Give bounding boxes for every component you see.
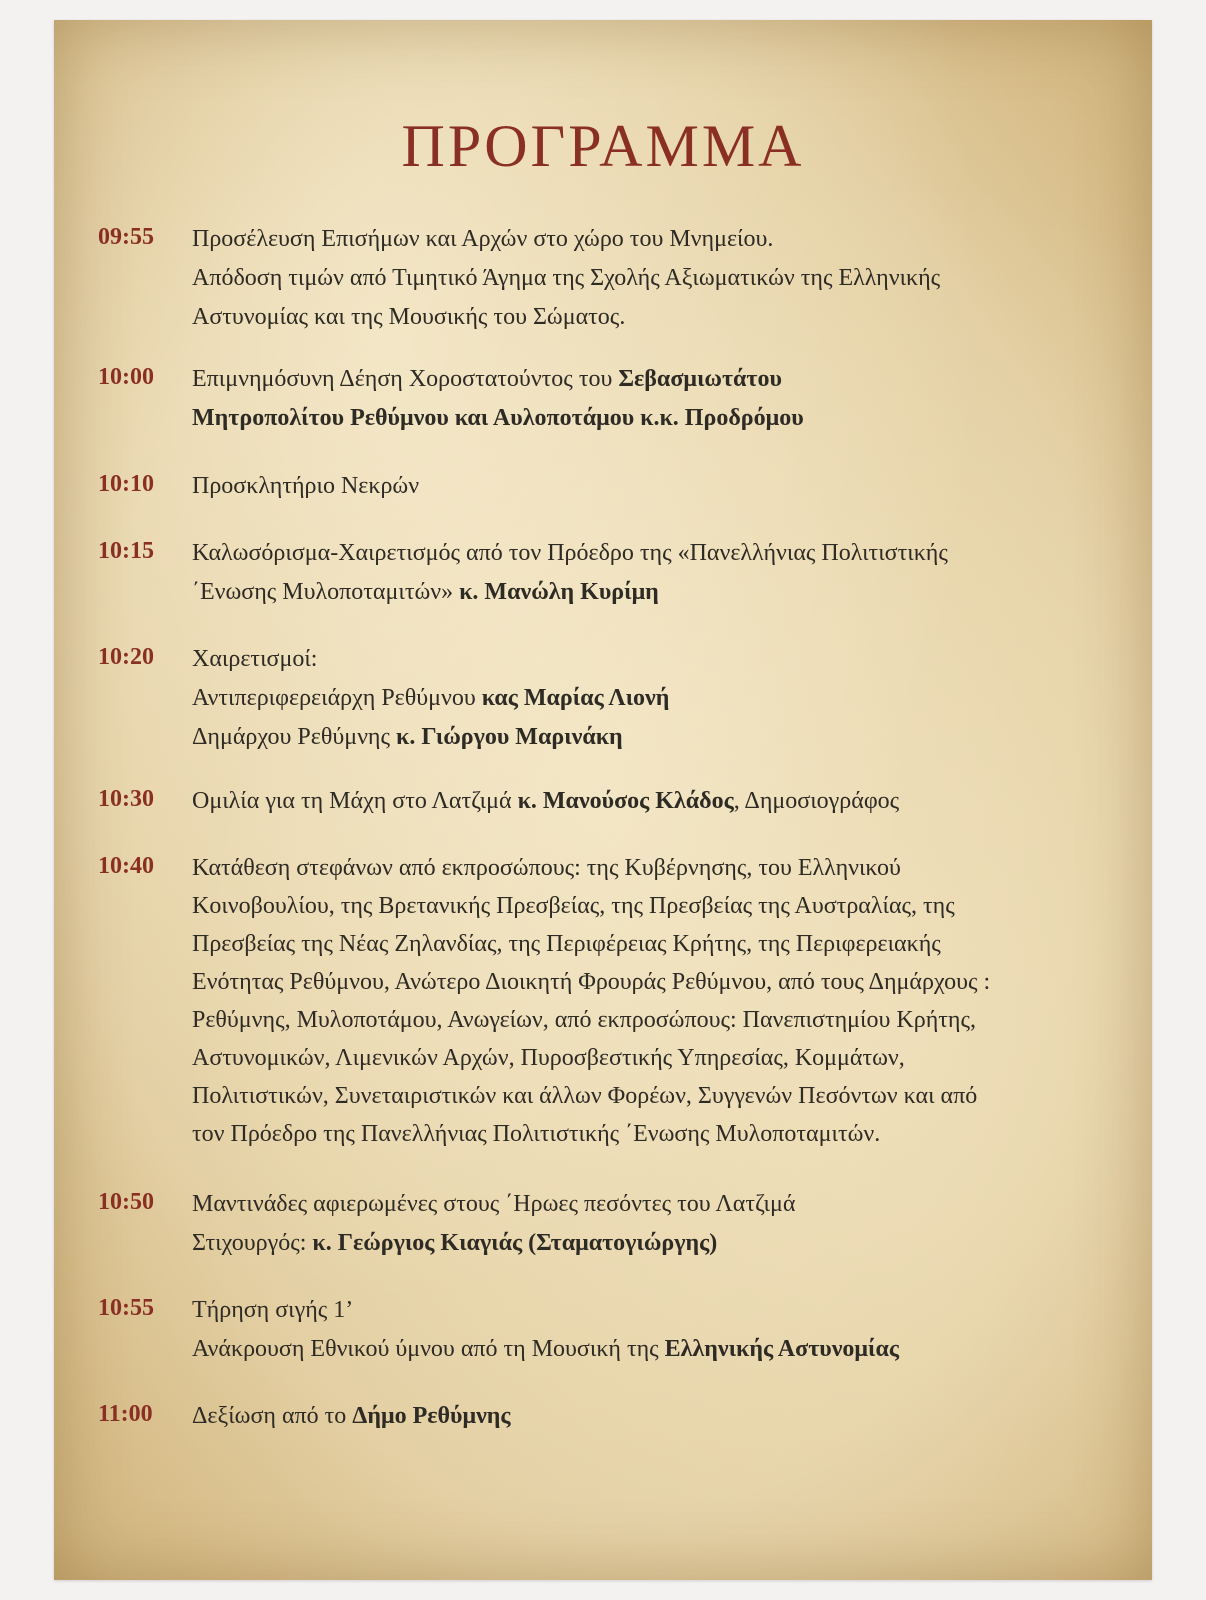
entry-line: Μαντινάδες αφιερωμένες στους ΄Ηρωες πεσόντες του Λατζιμά: [192, 1191, 796, 1217]
entry-line: Προσέλευση Επισήμων και Αρχών στο χώρο του Μνημείου.: [192, 226, 774, 252]
entry-description: [192, 786, 1122, 825]
entry-line: Κοινοβουλίου, της Βρετανικής Πρεσβείας, της Πρεσβείας της Αυστραλίας, της: [192, 893, 955, 919]
entry-description: [192, 538, 1122, 616]
entry-description: [192, 853, 1122, 1157]
page-title: ΠΡΟΓΡΑΜΜΑ: [401, 113, 805, 179]
entry-line: Ρεθύμνης, Μυλοποτάμου, Ανωγείων, από εκπροσώπους: Πανεπιστημίου Κρήτης,: [192, 1007, 976, 1033]
entry-description: [192, 364, 1122, 442]
entry-bold-text: Δήμο Ρεθύμνης: [352, 1403, 511, 1429]
entry-time: 10:20: [98, 644, 154, 670]
entry-line: [192, 364, 1122, 403]
entry-text: , Δημοσιογράφος: [733, 788, 900, 814]
entry-text: Δημάρχου Ρεθύμνης: [192, 724, 396, 750]
entry-description: [192, 471, 1122, 510]
entry-line: [192, 1228, 1122, 1267]
entry-line: [192, 577, 1122, 616]
entry-text: Αντιπεριφερειάρχη Ρεθύμνου: [192, 685, 482, 711]
entry-line: Κατάθεση στεφάνων από εκπροσώπους: της Κυβέρνησης, του Ελληνικού: [192, 855, 901, 881]
entry-line: Αστυνομικών, Λιμενικών Αρχών, Πυροσβεστικής Υπηρεσίας, Κομμάτων,: [192, 1045, 905, 1071]
entry-line: Μητροπολίτου Ρεθύμνου και Αυλοποτάμου κ.κ. Προδρόμου: [192, 405, 804, 431]
program-page: [54, 20, 1152, 1580]
entry-bold-text: κ. Μανώλη Κυρίμη: [459, 579, 659, 605]
entry-bold-text: Ελληνικής Αστυνομίας: [664, 1336, 899, 1362]
entry-text: ΄Ενωσης Μυλοποταμιτών»: [192, 579, 460, 605]
entry-time: 11:00: [98, 1401, 153, 1427]
entry-bold-text: Σεβασμιωτάτου: [618, 366, 782, 392]
entry-text: Δεξίωση από το: [192, 1403, 353, 1429]
entry-text: Ανάκρουση Εθνικού ύμνου από τη Μουσική της: [192, 1336, 665, 1362]
entry-line: τον Πρόεδρο της Πανελλήνιας Πολιτιστικής ΄Ενωσης Μυλοποταμιτών.: [192, 1121, 881, 1147]
entry-description: [192, 1401, 1122, 1440]
entry-bold-text: κ. Μανούσος Κλάδος: [517, 788, 734, 814]
entry-description: [192, 224, 1122, 341]
entry-line: Προσκλητήριο Νεκρών: [192, 473, 420, 499]
entry-time: 10:00: [98, 364, 154, 390]
entry-description: [192, 1295, 1122, 1373]
entry-text: Ομιλία για τη Μάχη στο Λατζιμά: [192, 788, 518, 814]
entry-line: Χαιρετισμοί:: [192, 646, 318, 672]
entry-time: 10:40: [98, 853, 154, 879]
entry-time: 10:10: [98, 471, 154, 497]
entry-time: 10:30: [98, 786, 154, 812]
entry-time: 10:15: [98, 538, 154, 564]
entry-line: [192, 722, 1122, 761]
entry-bold-text: κ. Γιώργου Μαρινάκη: [396, 724, 623, 750]
entry-text: Επιμνημόσυνη Δέηση Χοροστατούντος του: [192, 366, 619, 392]
entry-text: Στιχουργός:: [192, 1230, 313, 1256]
entry-line: Πολιτιστικών, Συνεταιριστικών και άλλων Φορέων, Συγγενών Πεσόντων και από: [192, 1083, 978, 1109]
entry-description: [192, 644, 1122, 761]
entry-line: [192, 1401, 1122, 1440]
entry-line: Αστυνομίας και της Μουσικής του Σώματος.: [192, 304, 626, 330]
entry-line: [192, 1334, 1122, 1373]
entry-line: Τήρηση σιγής 1’: [192, 1297, 354, 1323]
entry-bold-text: κας Μαρίας Λιονή: [481, 685, 670, 711]
entry-line: Απόδοση τιμών από Τιμητικό Άγημα της Σχολής Αξιωματικών της Ελληνικής: [192, 265, 941, 291]
entry-line: [192, 683, 1122, 722]
entry-line: Καλωσόρισμα-Χαιρετισμός από τον Πρόεδρο της «Πανελλήνιας Πολιτιστικής: [192, 540, 948, 566]
entry-line: [192, 786, 1122, 825]
entry-description: [192, 1189, 1122, 1267]
entry-line: Πρεσβείας της Νέας Ζηλανδίας, της Περιφέρειας Κρήτης, της Περιφερειακής: [192, 931, 941, 957]
entry-time: 10:50: [98, 1189, 154, 1215]
entry-line: Ενότητας Ρεθύμνου, Ανώτερο Διοικητή Φρουράς Ρεθύμνου, από τους Δημάρχους :: [192, 969, 991, 995]
entry-time: 10:55: [98, 1295, 154, 1321]
entry-bold-text: κ. Γεώργιος Κιαγιάς (Σταματογιώργης): [312, 1230, 718, 1256]
entry-time: 09:55: [98, 224, 154, 250]
